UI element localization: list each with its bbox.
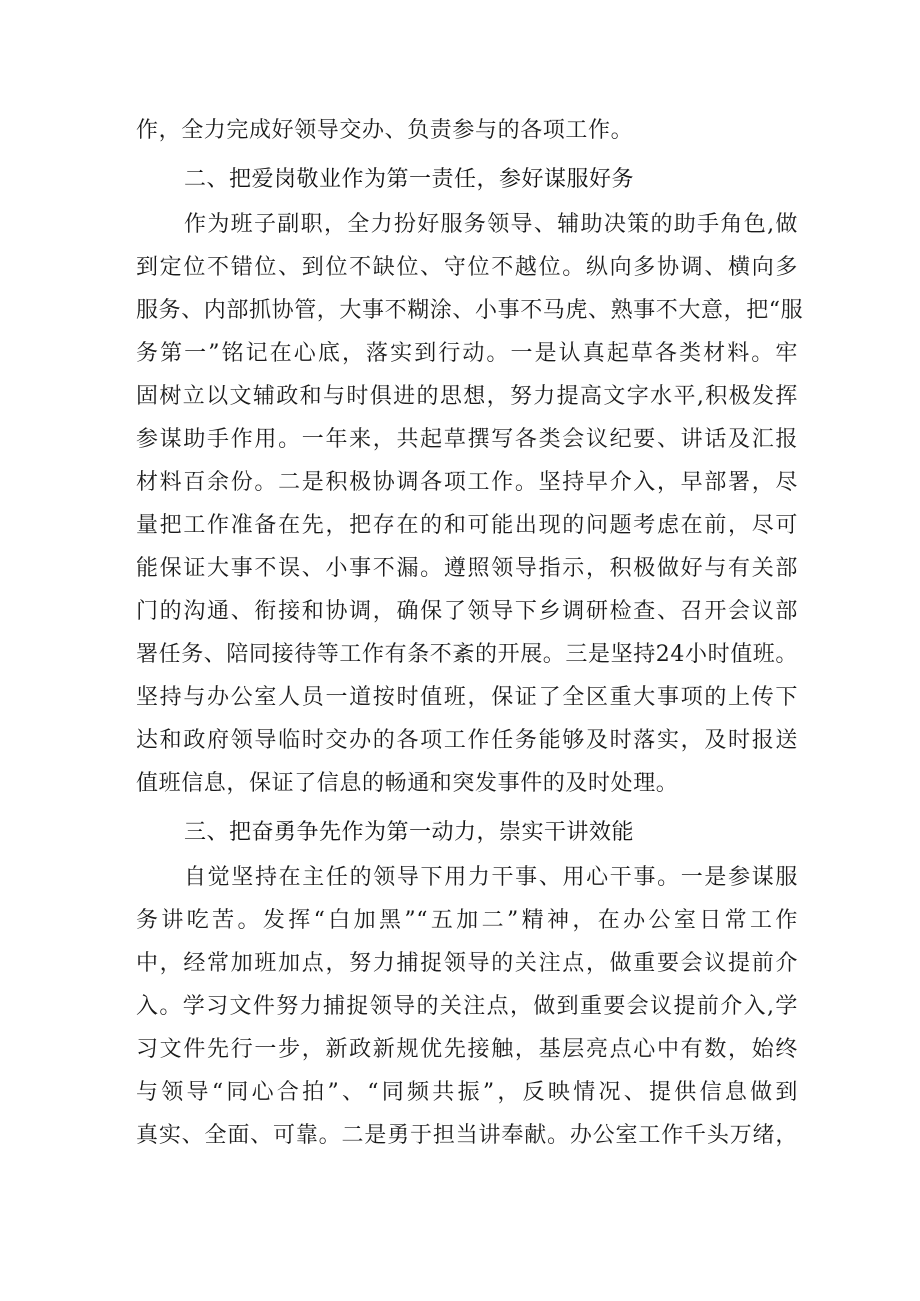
paragraph-2-line-1: 作为班子副职，全力扮好服务领导、辅助决策的助手角色,做	[184, 212, 798, 237]
paragraph-2-line-10: 门的沟通、衔接和协调，确保了领导下乡调研检查、召开会议部	[136, 599, 798, 624]
paragraph-3-line-1: 自觉坚持在主任的领导下用力干事、用心干事。一是参谋服	[184, 865, 798, 890]
paragraph-3-line-5: 习文件先行一步，新政新规优先接触，基层亮点心中有数，始终	[136, 1037, 798, 1062]
paragraph-2-line-6: 参谋助手作用。一年来，共起草撰写各类会议纪要、讲话及汇报	[136, 427, 798, 452]
paragraph-3-line-7: 真实、全面、可靠。二是勇于担当讲奉献。办公室工作千头万绪，	[136, 1123, 798, 1148]
section-heading-3: 三、把奋勇争先作为第一动力，崇实干讲效能	[184, 820, 635, 845]
paragraph-2-line-2: 到定位不错位、到位不缺位、守位不越位。纵向多协调、横向多	[136, 255, 798, 280]
paragraph-2-line-11: 署任务、陪同接待等工作有条不紊的开展。三是坚持24小时值班。	[136, 642, 798, 667]
paragraph-2-line-5: 固树立以文辅政和与时俱进的思想，努力提高文字水平,积极发挥	[136, 384, 798, 409]
paragraph-2-line-4: 务第一”铭记在心底，落实到行动。一是认真起草各类材料。牢	[136, 341, 798, 366]
paragraph-3-line-4: 入。学习文件努力捕捉领导的关注点，做到重要会议提前介入,学	[136, 994, 798, 1019]
section-heading-2: 二、把爱岗敬业作为第一责任，参好谋服好务	[184, 167, 635, 192]
paragraph-1-line-1: 作，全力完成好领导交办、负责参与的各项工作。	[136, 118, 634, 143]
paragraph-2-line-14: 值班信息，保证了信息的畅通和突发事件的及时处理。	[136, 771, 679, 796]
paragraph-2-line-3: 服务、内部抓协管，大事不糊涂、小事不马虎、熟事不大意，把“服	[136, 298, 804, 323]
paragraph-3-line-3: 中，经常加班加点，努力捕捉领导的关注点，做重要会议提前介	[136, 951, 798, 976]
paragraph-2-line-9: 能保证大事不误、小事不漏。遵照领导指示，积极做好与有关部	[136, 556, 798, 581]
paragraph-3-line-6: 与领导“同心合拍”、“同频共振”，反映情况、提供信息做到	[136, 1080, 798, 1105]
paragraph-2-line-7: 材料百余份。二是积极协调各项工作。坚持早介入，早部署，尽	[136, 470, 798, 495]
paragraph-2-line-12: 坚持与办公室人员一道按时值班，保证了全区重大事项的上传下	[136, 685, 798, 710]
paragraph-3-line-2: 务讲吃苦。发挥“白加黑”“五加二”精神，在办公室日常工作	[136, 908, 798, 933]
paragraph-2-line-13: 达和政府领导临时交办的各项工作任务能够及时落实，及时报送	[136, 728, 798, 753]
paragraph-2-line-8: 量把工作准备在先，把存在的和可能出现的问题考虑在前，尽可	[136, 513, 798, 538]
